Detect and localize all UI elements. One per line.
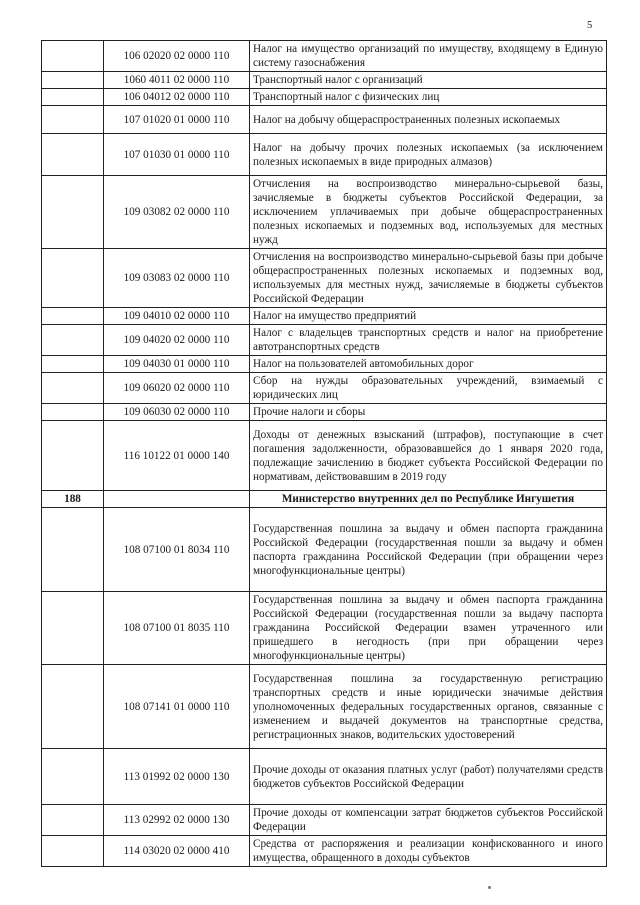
revenue-description: Прочие налоги и сборы <box>250 404 607 421</box>
revenue-code: 109 03082 02 0000 110 <box>104 176 250 249</box>
admin-cell-empty <box>42 404 104 421</box>
revenue-description: Отчисления на воспроизводство минерально-сырьевой базы при добыче общераспространенных полезных ископаемых и подземных вод, используемых для местных нужд, зачисляемые в бюджеты субъектов Российской Федерации <box>250 249 607 308</box>
revenue-description: Транспортный налог с физических лиц <box>250 89 607 106</box>
revenue-description: Сбор на нужды образовательных учреждений, взимаемый с юридических лиц <box>250 373 607 404</box>
admin-cell-empty <box>42 665 104 749</box>
revenue-codes-table <box>41 40 607 867</box>
admin-cell-empty <box>42 836 104 867</box>
revenue-code: 114 03020 02 0000 410 <box>104 836 250 867</box>
admin-cell-empty <box>42 592 104 665</box>
table-row <box>42 836 607 867</box>
table-row <box>42 749 607 805</box>
admin-cell-empty <box>42 373 104 404</box>
admin-cell-empty <box>42 89 104 106</box>
admin-cell-empty <box>42 176 104 249</box>
revenue-code: 116 10122 01 0000 140 <box>104 421 250 491</box>
revenue-code: 109 06020 02 0000 110 <box>104 373 250 404</box>
admin-cell-empty <box>42 72 104 89</box>
admin-name: Министерство внутренних дел по Республике Ингушетия <box>250 491 607 508</box>
table-row <box>42 89 607 106</box>
table-row <box>42 134 607 176</box>
revenue-code: 107 01030 01 0000 110 <box>104 134 250 176</box>
revenue-code: 109 04030 01 0000 110 <box>104 356 250 373</box>
revenue-code: 108 07100 01 8035 110 <box>104 592 250 665</box>
revenue-description: Налог на имущество предприятий <box>250 308 607 325</box>
admin-cell-empty <box>42 356 104 373</box>
table-row <box>42 592 607 665</box>
table-row <box>42 41 607 72</box>
table-row <box>42 249 607 308</box>
revenue-code: 109 04010 02 0000 110 <box>104 308 250 325</box>
admin-cell-empty <box>42 508 104 592</box>
admin-cell-empty <box>42 41 104 72</box>
revenue-code: 113 01992 02 0000 130 <box>104 749 250 805</box>
table-row <box>42 308 607 325</box>
revenue-code: 108 07141 01 0000 110 <box>104 665 250 749</box>
revenue-code: 113 02992 02 0000 130 <box>104 805 250 836</box>
table-row <box>42 356 607 373</box>
table-row <box>42 508 607 592</box>
revenue-description: Прочие доходы от компенсации затрат бюджетов субъектов Российской Федерации <box>250 805 607 836</box>
revenue-description: Прочие доходы от оказания платных услуг (работ) получателями средств бюджетов субъектов Российской Федерации <box>250 749 607 805</box>
page-number: 5 <box>587 20 593 31</box>
table-row <box>42 805 607 836</box>
revenue-code: 108 07100 01 8034 110 <box>104 508 250 592</box>
revenue-description: Государственная пошлина за выдачу и обмен паспорта гражданина Российской Федерации (государственная пошли за выдачу и обмен паспорта гражданина Российской Федерации (при обращении через многофункциональные центры) <box>250 508 607 592</box>
revenue-description: Государственная пошлина за выдачу и обмен паспорта гражданина Российской Федерации (государственная пошли за выдачу паспорта гражданина Российской Федерации взамен утраченного или пришедшего в негодность (при при обращении через многофункциональные центры) <box>250 592 607 665</box>
revenue-description: Транспортный налог с организаций <box>250 72 607 89</box>
table-row <box>42 72 607 89</box>
revenue-description: Государственная пошлина за государственную регистрацию транспортных средств и иные юридически значимые действия уполномоченных федеральных государственных органов, связанные с изменением и выдачей документов на транспортные средства, регистрационных знаков, водительских удостоверений <box>250 665 607 749</box>
admin-cell-empty <box>42 134 104 176</box>
admin-cell-empty <box>42 106 104 134</box>
admin-code-empty <box>104 491 250 508</box>
table-row <box>42 176 607 249</box>
admin-cell-empty <box>42 308 104 325</box>
revenue-code: 107 01020 01 0000 110 <box>104 106 250 134</box>
revenue-description: Налог с владельцев транспортных средств и налог на приобретение автотранспортных средств <box>250 325 607 356</box>
revenue-description: Доходы от денежных взысканий (штрафов), поступающие в счет погашения задолженности, образовавшейся до 1 января 2020 года, подлежащие зачислению в бюджет субъекта Российской Федерации по нормативам, действовавшим в 2019 году <box>250 421 607 491</box>
table-row <box>42 106 607 134</box>
admin-cell-empty <box>42 421 104 491</box>
table-row <box>42 373 607 404</box>
revenue-code: 1060 4011 02 0000 110 <box>104 72 250 89</box>
revenue-description: Отчисления на воспроизводство минерально-сырьевой базы, зачисляемые в бюджеты субъектов Российской Федерации, за исключением уплачиваемых при добыче общераспространенных полезных ископаемых и подземных вод, используемых для местных нужд <box>250 176 607 249</box>
table-row <box>42 665 607 749</box>
revenue-code: 109 03083 02 0000 110 <box>104 249 250 308</box>
admin-cell-empty <box>42 325 104 356</box>
admin-row <box>42 491 607 508</box>
revenue-description: Налог на пользователей автомобильных дорог <box>250 356 607 373</box>
revenue-code: 106 04012 02 0000 110 <box>104 89 250 106</box>
scan-speck <box>488 886 491 889</box>
admin-cell-empty <box>42 249 104 308</box>
revenue-description: Средства от распоряжения и реализации конфискованного и иного имущества, обращенного в доходы субъектов <box>250 836 607 867</box>
admin-cell-empty <box>42 749 104 805</box>
revenue-code: 109 06030 02 0000 110 <box>104 404 250 421</box>
revenue-description: Налог на добычу общераспространенных полезных ископаемых <box>250 106 607 134</box>
revenue-description: Налог на добычу прочих полезных ископаемых (за исключением полезных ископаемых в виде природных алмазов) <box>250 134 607 176</box>
admin-code: 188 <box>42 491 104 508</box>
table-row <box>42 404 607 421</box>
table-row <box>42 421 607 491</box>
revenue-code: 106 02020 02 0000 110 <box>104 41 250 72</box>
revenue-description: Налог на имущество организаций по имуществу, входящему в Единую систему газоснабжения <box>250 41 607 72</box>
table-row <box>42 325 607 356</box>
revenue-code: 109 04020 02 0000 110 <box>104 325 250 356</box>
admin-cell-empty <box>42 805 104 836</box>
